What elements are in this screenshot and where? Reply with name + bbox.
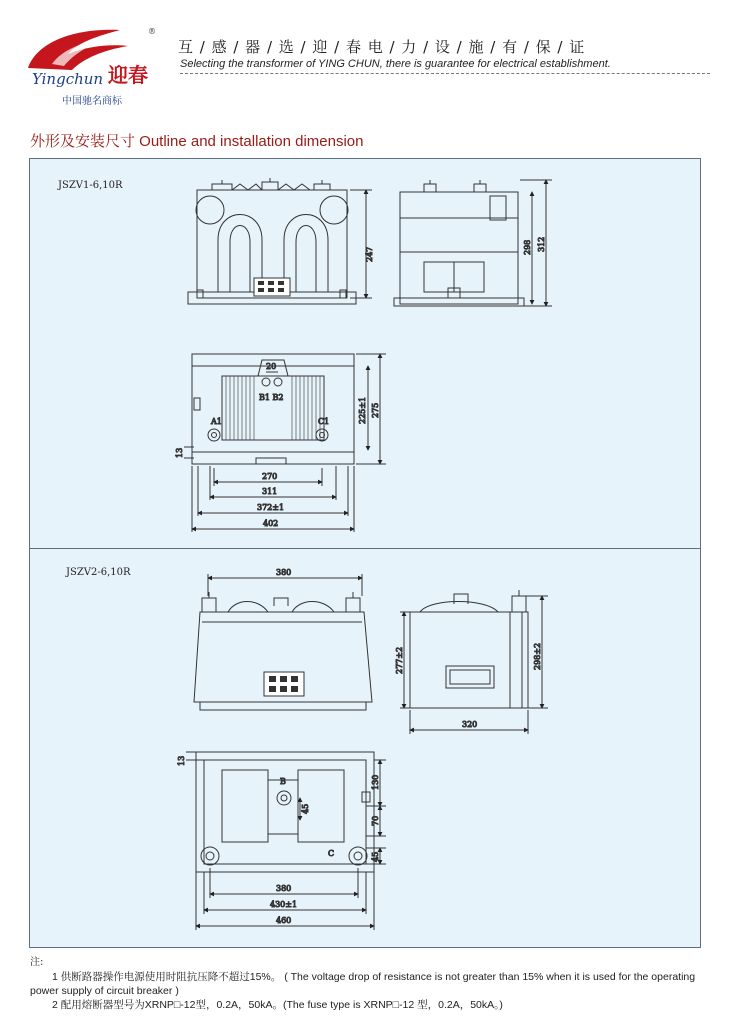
registered-mark: ® bbox=[148, 27, 156, 36]
dim-402: 402 bbox=[263, 519, 279, 528]
dim-45-b: 45 bbox=[371, 851, 380, 862]
dim-247: 247 bbox=[365, 246, 374, 262]
dim-460: 460 bbox=[276, 916, 292, 925]
dim-372: 372±1 bbox=[257, 503, 285, 512]
front-view-1 bbox=[188, 178, 372, 304]
label-c1: C1 bbox=[318, 417, 330, 426]
model-label-1: JSZV1-6,10R bbox=[58, 180, 123, 191]
label-b1b2: B1 B2 bbox=[259, 393, 284, 402]
model-label-2: JSZV2-6,10R bbox=[66, 567, 131, 578]
dim-311: 311 bbox=[262, 487, 278, 496]
tagline-en: Selecting the transformer of YING CHUN, there is guarantee for electrical establishment. bbox=[180, 58, 611, 70]
dim-13-b: 13 bbox=[177, 755, 186, 766]
front-view-2 bbox=[194, 574, 372, 710]
dim-275: 275 bbox=[371, 402, 380, 418]
note-2: 2 配用熔断器型号为XRNP□-12型，0.2A，50kA。(The fuse type is XRNP□-12 型，0.2A，50kA。) bbox=[52, 999, 503, 1011]
section-title: 外形及安装尺寸 Outline and installation dimension bbox=[30, 133, 364, 150]
dim-312: 312 bbox=[537, 236, 546, 252]
brand-subtitle: 中国驰名商标 bbox=[62, 96, 122, 107]
dim-320: 320 bbox=[462, 720, 478, 729]
dim-277: 277±2 bbox=[395, 646, 404, 674]
brand-script: Yingchun bbox=[32, 70, 104, 88]
dim-430: 430±1 bbox=[270, 900, 298, 909]
note-1: 1 供断路器操作电源使用时阻抗压降不超过15%。 ( The voltage drop of resistance is not greater than 15% when it is used for the operating power supply of circuit breaker ) bbox=[30, 971, 696, 997]
dim-70: 70 bbox=[371, 815, 380, 826]
dim-270: 270 bbox=[262, 472, 278, 481]
notes-label: 注: bbox=[30, 957, 44, 968]
dim-225: 225±1 bbox=[358, 396, 367, 424]
label-c: C bbox=[328, 849, 335, 858]
top-view-1 bbox=[184, 354, 386, 532]
label-a1: A1 bbox=[211, 417, 222, 426]
dim-380-top: 380 bbox=[276, 568, 292, 577]
dim-298: 298 bbox=[523, 239, 532, 255]
dim-13-a: 13 bbox=[175, 447, 184, 458]
brand-cn: 迎春 bbox=[108, 63, 148, 87]
tagline-cn: 互 / 感 / 器 / 选 / 迎 / 春 电 / 力 / 设 / 施 / 有 / 保 / 证 bbox=[178, 38, 586, 56]
side-view-2 bbox=[400, 590, 548, 734]
dim-45-a: 45 bbox=[301, 803, 310, 814]
dim-298b: 298±2 bbox=[533, 642, 542, 670]
dim-20: 20 bbox=[266, 362, 277, 371]
label-b: B bbox=[280, 777, 286, 786]
dim-380: 380 bbox=[276, 884, 292, 893]
dim-130: 130 bbox=[371, 774, 380, 790]
